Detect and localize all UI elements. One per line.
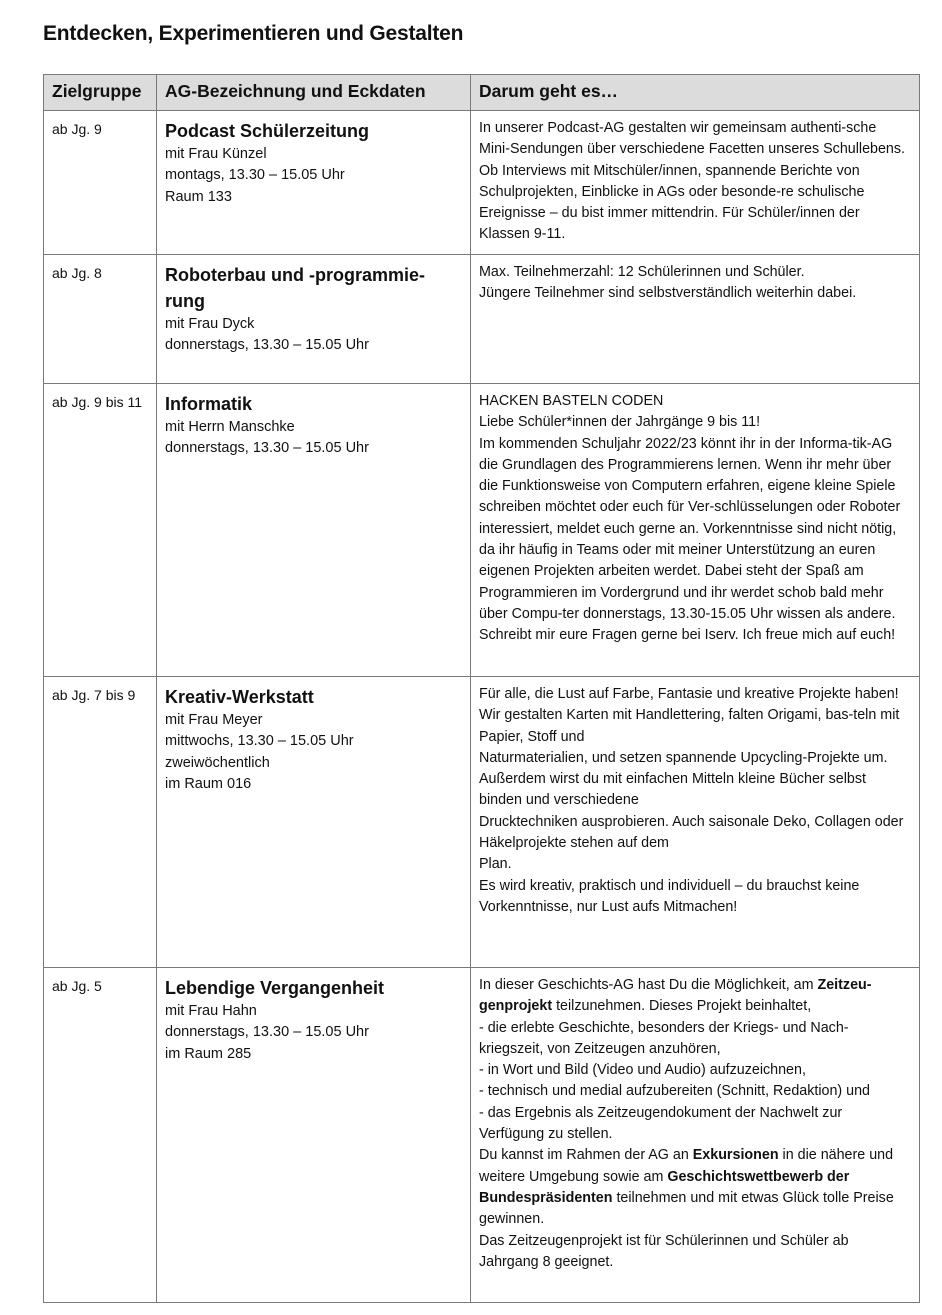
target-group: ab Jg. 8 [44, 255, 157, 384]
description-text: teilnehmen und mit etwas Glück tolle Preise gewinnen. [479, 1189, 894, 1228]
ag-info [157, 384, 471, 677]
ag-description [471, 255, 920, 384]
ag-room: im Raum 285 [165, 1045, 252, 1062]
description-text: Wir gestalten Karten mit Handlettering, falten Origami, bas-teln mit Papier, Stoff und [479, 707, 900, 745]
description-list-item: - in Wort und Bild (Video und Audio) aufzuzeichnen, [479, 1062, 806, 1079]
ag-name: Lebendige Vergangenheit [165, 978, 385, 998]
description-paragraph [479, 975, 911, 1018]
description-text: Außerdem wirst du mit einfachen Mitteln kleine Bücher selbst binden und verschiedene [479, 771, 866, 809]
table-row [44, 111, 920, 255]
description-text: Das Zeitzeugenprojekt ist für Schülerinnen und Schüler ab Jahrgang 8 geeignet. [479, 1232, 849, 1270]
ag-info [157, 255, 471, 384]
table-row [44, 968, 920, 1303]
ag-info [157, 968, 471, 1303]
description-list-item: - die erlebte Geschichte, besonders der Kriegs- und Nach-kriegszeit, von Zeitzeugen anzuhören, [479, 1019, 849, 1057]
table-row [44, 384, 920, 677]
description-text: Für alle, die Lust auf Farbe, Fantasie und kreative Projekte haben! [479, 686, 899, 702]
ag-info [157, 677, 471, 968]
description-text: Max. Teilnehmerzahl: 12 Schülerinnen und Schüler. [479, 264, 805, 280]
ag-frequency: zweiwöchentlich [165, 754, 270, 771]
description-text: in die nähere und weitere Umgebung sowie am [479, 1147, 894, 1185]
target-group: ab Jg. 5 [44, 968, 157, 1303]
description-bold: Exkursionen [692, 1147, 779, 1164]
ag-description [471, 111, 920, 255]
ag-table [43, 74, 920, 1303]
description-list-item: - das Ergebnis als Zeitzeugendokument der Nachwelt zur Verfügung zu stellen. [479, 1104, 843, 1143]
ag-room: im Raum 016 [165, 775, 252, 792]
ag-time: donnerstags, 13.30 – 15.05 Uhr [165, 1024, 369, 1041]
description-text: teilzunehmen. Dieses Projekt beinhaltet, [552, 998, 812, 1015]
description-heading: HACKEN BASTELN CODEN [479, 393, 664, 409]
ag-teacher: mit Frau Künzel [165, 146, 267, 162]
description-text: Liebe Schüler*innen der Jahrgänge 9 bis 11! [479, 414, 761, 431]
target-group: ab Jg. 9 bis 11 [44, 384, 157, 677]
ag-name: Informatik [165, 394, 253, 414]
ag-description [471, 677, 920, 968]
ag-teacher: mit Herrn Manschke [165, 419, 295, 435]
description-bold: Zeitzeu-genprojekt [479, 977, 872, 1015]
ag-time: montags, 13.30 – 15.05 Uhr [165, 167, 345, 184]
description-text: Jüngere Teilnehmer sind selbstverständlich weiterhin dabei. [479, 285, 857, 302]
ag-teacher: mit Frau Dyck [165, 316, 255, 332]
table-header-row [44, 75, 920, 111]
target-group: ab Jg. 9 [44, 111, 157, 255]
description-text: Im kommenden Schuljahr 2022/23 könnt ihr in der Informa-tik-AG die Grundlagen des Programmierens lernen. Wenn ihr mehr über die Funktionsweise von Computern erfahren, eigene kleine Spiele schreiben möchtet oder euch für Ver-schlüsselungen oder Roboter interessiert, meldet euch gerne an. Vorkenntnisse sind nicht nötig, da ihr häufig in Teams oder mit meiner Unterstützung an euren eigenen Projekten arbeiten werdet. Dabei steht der Spaß am Programmieren im Vordergrund und ihr werdet schob bald mehr über Compu-ter donnerstags, 13.30-15.05 Uhr wissen als andere. Schreibt mir eure Fragen gerne bei Iserv. Ich freue mich auf euch! [479, 435, 901, 644]
header-zielgruppe: Zielgruppe [44, 75, 157, 111]
description-text: Drucktechniken ausprobieren. Auch saisonale Deko, Collagen oder Häkelprojekte stehen auf dem [479, 813, 904, 852]
ag-name: Kreativ-Werkstatt [165, 687, 314, 707]
description-bold: Geschichtswettbewerb der Bundespräsidenten [479, 1168, 850, 1206]
ag-description [471, 384, 920, 677]
page-title: Entdecken, Experimentieren und Gestalten [43, 22, 464, 45]
description-list-item: - technisch und medial aufzubereiten (Schnitt, Redaktion) und [479, 1083, 871, 1100]
ag-time: mittwochs, 13.30 – 15.05 Uhr [165, 733, 354, 750]
ag-time: donnerstags, 13.30 – 15.05 Uhr [165, 337, 369, 354]
table-row [44, 255, 920, 384]
target-group: ab Jg. 7 bis 9 [44, 677, 157, 968]
table-row [44, 677, 920, 968]
ag-description [471, 968, 920, 1303]
ag-name: Roboterbau und -programmie-rung [165, 265, 425, 311]
ag-teacher: mit Frau Meyer [165, 712, 263, 728]
header-darum-geht-es: Darum geht es… [471, 75, 920, 111]
header-ag-bezeichnung: AG-Bezeichnung und Eckdaten [157, 75, 471, 111]
description-text: Plan. [479, 856, 512, 873]
ag-name: Podcast Schülerzeitung [165, 121, 370, 141]
description-text: Du kannst im Rahmen der AG an [479, 1147, 693, 1164]
description-text: In dieser Geschichts-AG hast Du die Möglichkeit, am [479, 977, 818, 993]
ag-info [157, 111, 471, 255]
description-text: Naturmaterialien, und setzen spannende Upcycling-Projekte um. [479, 749, 888, 766]
description-text: Es wird kreativ, praktisch und individuell – du brauchst keine Vorkenntnisse, nur Lust aufs Mitmachen! [479, 877, 860, 915]
description-paragraph [479, 1145, 911, 1230]
ag-teacher: mit Frau Hahn [165, 1003, 257, 1019]
ag-room: Raum 133 [165, 188, 232, 205]
ag-time: donnerstags, 13.30 – 15.05 Uhr [165, 440, 369, 457]
description-text: In unserer Podcast-AG gestalten wir gemeinsam authenti-sche Mini-Sendungen über verschiedene Facetten unseres Schullebens. Ob Interviews mit Mitschüler/innen, spannende Berichte von Schulprojekten, Einblicke in AGs oder besonde-re schulische Ereignisse – du bist immer mittendrin. Für Schüler/innen der Klassen 9-11. [479, 120, 905, 243]
